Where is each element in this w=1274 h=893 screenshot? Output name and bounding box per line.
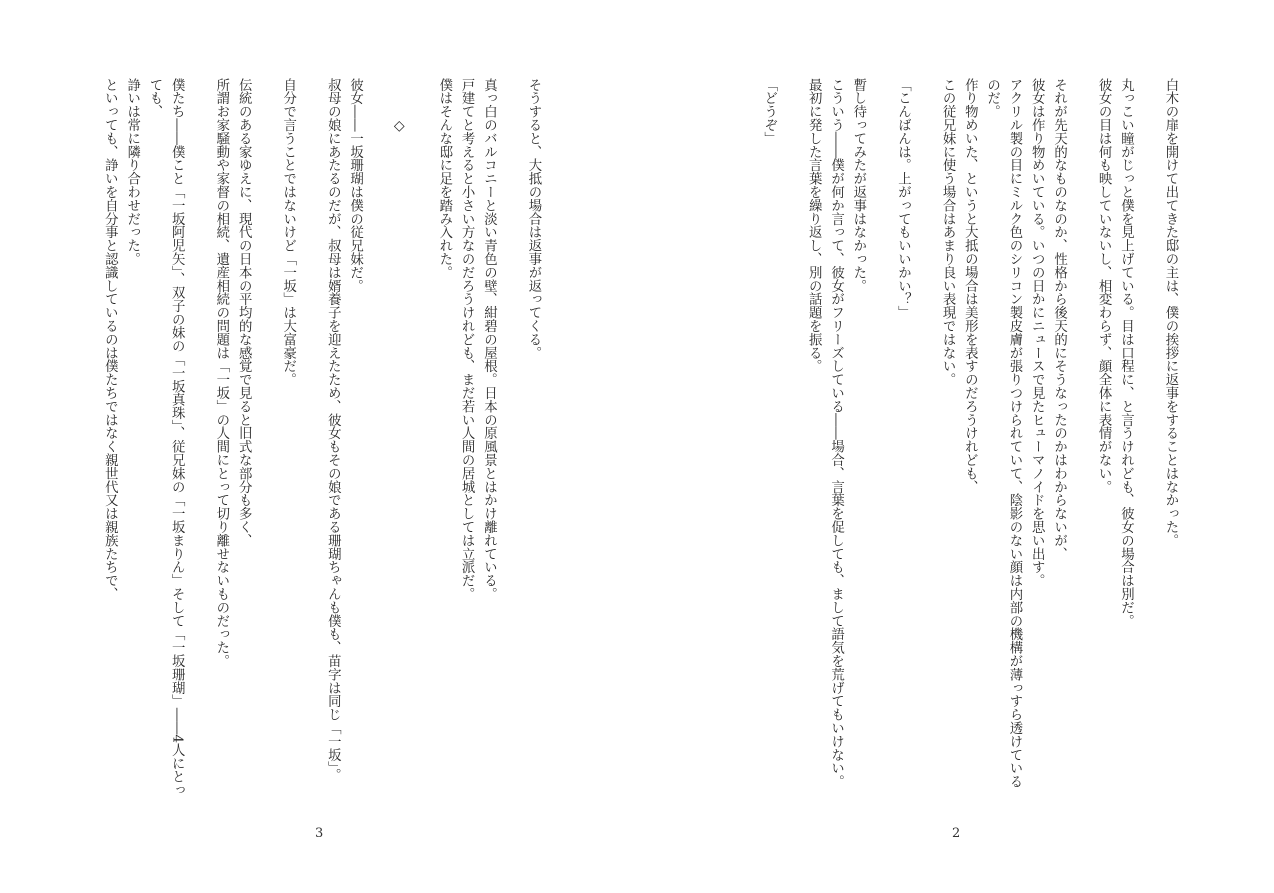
page-number: 3 [315, 826, 324, 841]
text-line: 真っ白のバルコニーと淡い青色の壁、紺碧の屋根。日本の原風景とはかけ離れている。 [481, 78, 497, 601]
body-text [757, 78, 1181, 868]
text-line: アクリル製の目にミルク色のシリコン製皮膚が張りつけられていて、陰影のない顔は内部の機構が薄っすら透けている [1006, 78, 1022, 789]
page-number: 2 [952, 826, 961, 841]
text-line: 作り物めいた、というと大抵の場合は美形を表すのだろうけれども、 [962, 78, 978, 494]
blank-line [187, 78, 209, 868]
blank-line [780, 78, 802, 868]
text-line: 最初に発した言葉を繰り返し、別の話題を振る。 [806, 78, 822, 373]
text-line: のだ。 [984, 78, 1000, 119]
text-line: 彼女――一坂珊瑚は僕の従兄妹だ。 [347, 78, 363, 293]
blank-line [366, 78, 388, 868]
text-line: 伝統のある家ゆえに、現代の日本の平均的な感覚で見ると旧式な部分も多く、 [236, 78, 252, 547]
text-line: 叔母の娘にあたるのだが、叔母は婿養子を迎えたため、彼女もその娘である珊瑚ちゃんも僕も、苗字は同じ「一坂」。 [325, 78, 341, 782]
blank-line [1070, 78, 1092, 868]
blank-line [869, 78, 891, 868]
text-line: それが先天的なものなのか、性格から後天的にそうなったのかはわからないが、 [1051, 78, 1067, 561]
blank-line [410, 78, 432, 868]
text-line: ても、 [146, 78, 162, 119]
section-break-ornament: ◇ [391, 118, 408, 134]
text-line: 白木の扉を開けて出てきた邸の主は、僕の挨拶に返事をすることはなかった。 [1163, 78, 1178, 547]
right-page [637, 0, 1274, 893]
blank-line [299, 78, 324, 868]
text-line: 戸建てと考えると小さい方なのだろうけれども、まだ若い人間の居城としては立派だ。 [459, 78, 475, 601]
text-line: 彼女は作り物めいている。いつの日かにニュースで見たヒューマノイドを思い出す。 [1029, 78, 1045, 588]
text-line: そうすると、大抵の場合は返事が返ってくる。 [526, 78, 541, 360]
text-line: 暫し待ってみたが返事はなかった。 [850, 78, 866, 293]
blank-line [254, 78, 276, 868]
text-line: 諍いは常に隣り合わせだった。 [124, 78, 140, 266]
text-line: 丸っこい瞳がじっと僕を見上げている。目は口程に、と言うけれども、彼女の場合は別だ。 [1118, 78, 1134, 628]
blank-line [499, 78, 521, 868]
text-line: 自分で言うことではないけど「一坂」は大富豪だ。 [280, 78, 296, 387]
text-line: 彼女の目は何も映していないし、相変わらず、顔全体に表情がない。 [1096, 78, 1112, 494]
text-line: 僕はそんな邸に足を踏み入れた。 [436, 78, 452, 279]
blank-line [1136, 78, 1158, 868]
body-text [98, 78, 544, 868]
text-line: といっても、諍いを自分事と認識しているのは僕たちではなく親世代又は親族たちで、 [102, 78, 118, 601]
text-line: 僕たち――僕こと「一坂阿児矢」、双子の妹の「一坂真珠」、従兄妹の「一坂まりん」そして「一坂珊瑚」――4人にとっ [169, 78, 185, 797]
text-line: こういう――僕が何か言って、彼女がフリーズしている――場合、言葉を促しても、まして語気を荒げてもいけない。 [828, 78, 844, 789]
text-line: この従兄妹に使う場合はあまり良い表現ではない。 [940, 78, 956, 387]
text-line: 「こんばんは。上がってもいいかい？」 [895, 78, 911, 320]
text-line: 「どうぞ」 [761, 78, 777, 145]
text-line: 所謂お家騒動や家督の相続、遺産相続の問題は「一坂」の人間にとって切り離せないものだった。 [213, 78, 229, 668]
blank-line [913, 78, 935, 868]
